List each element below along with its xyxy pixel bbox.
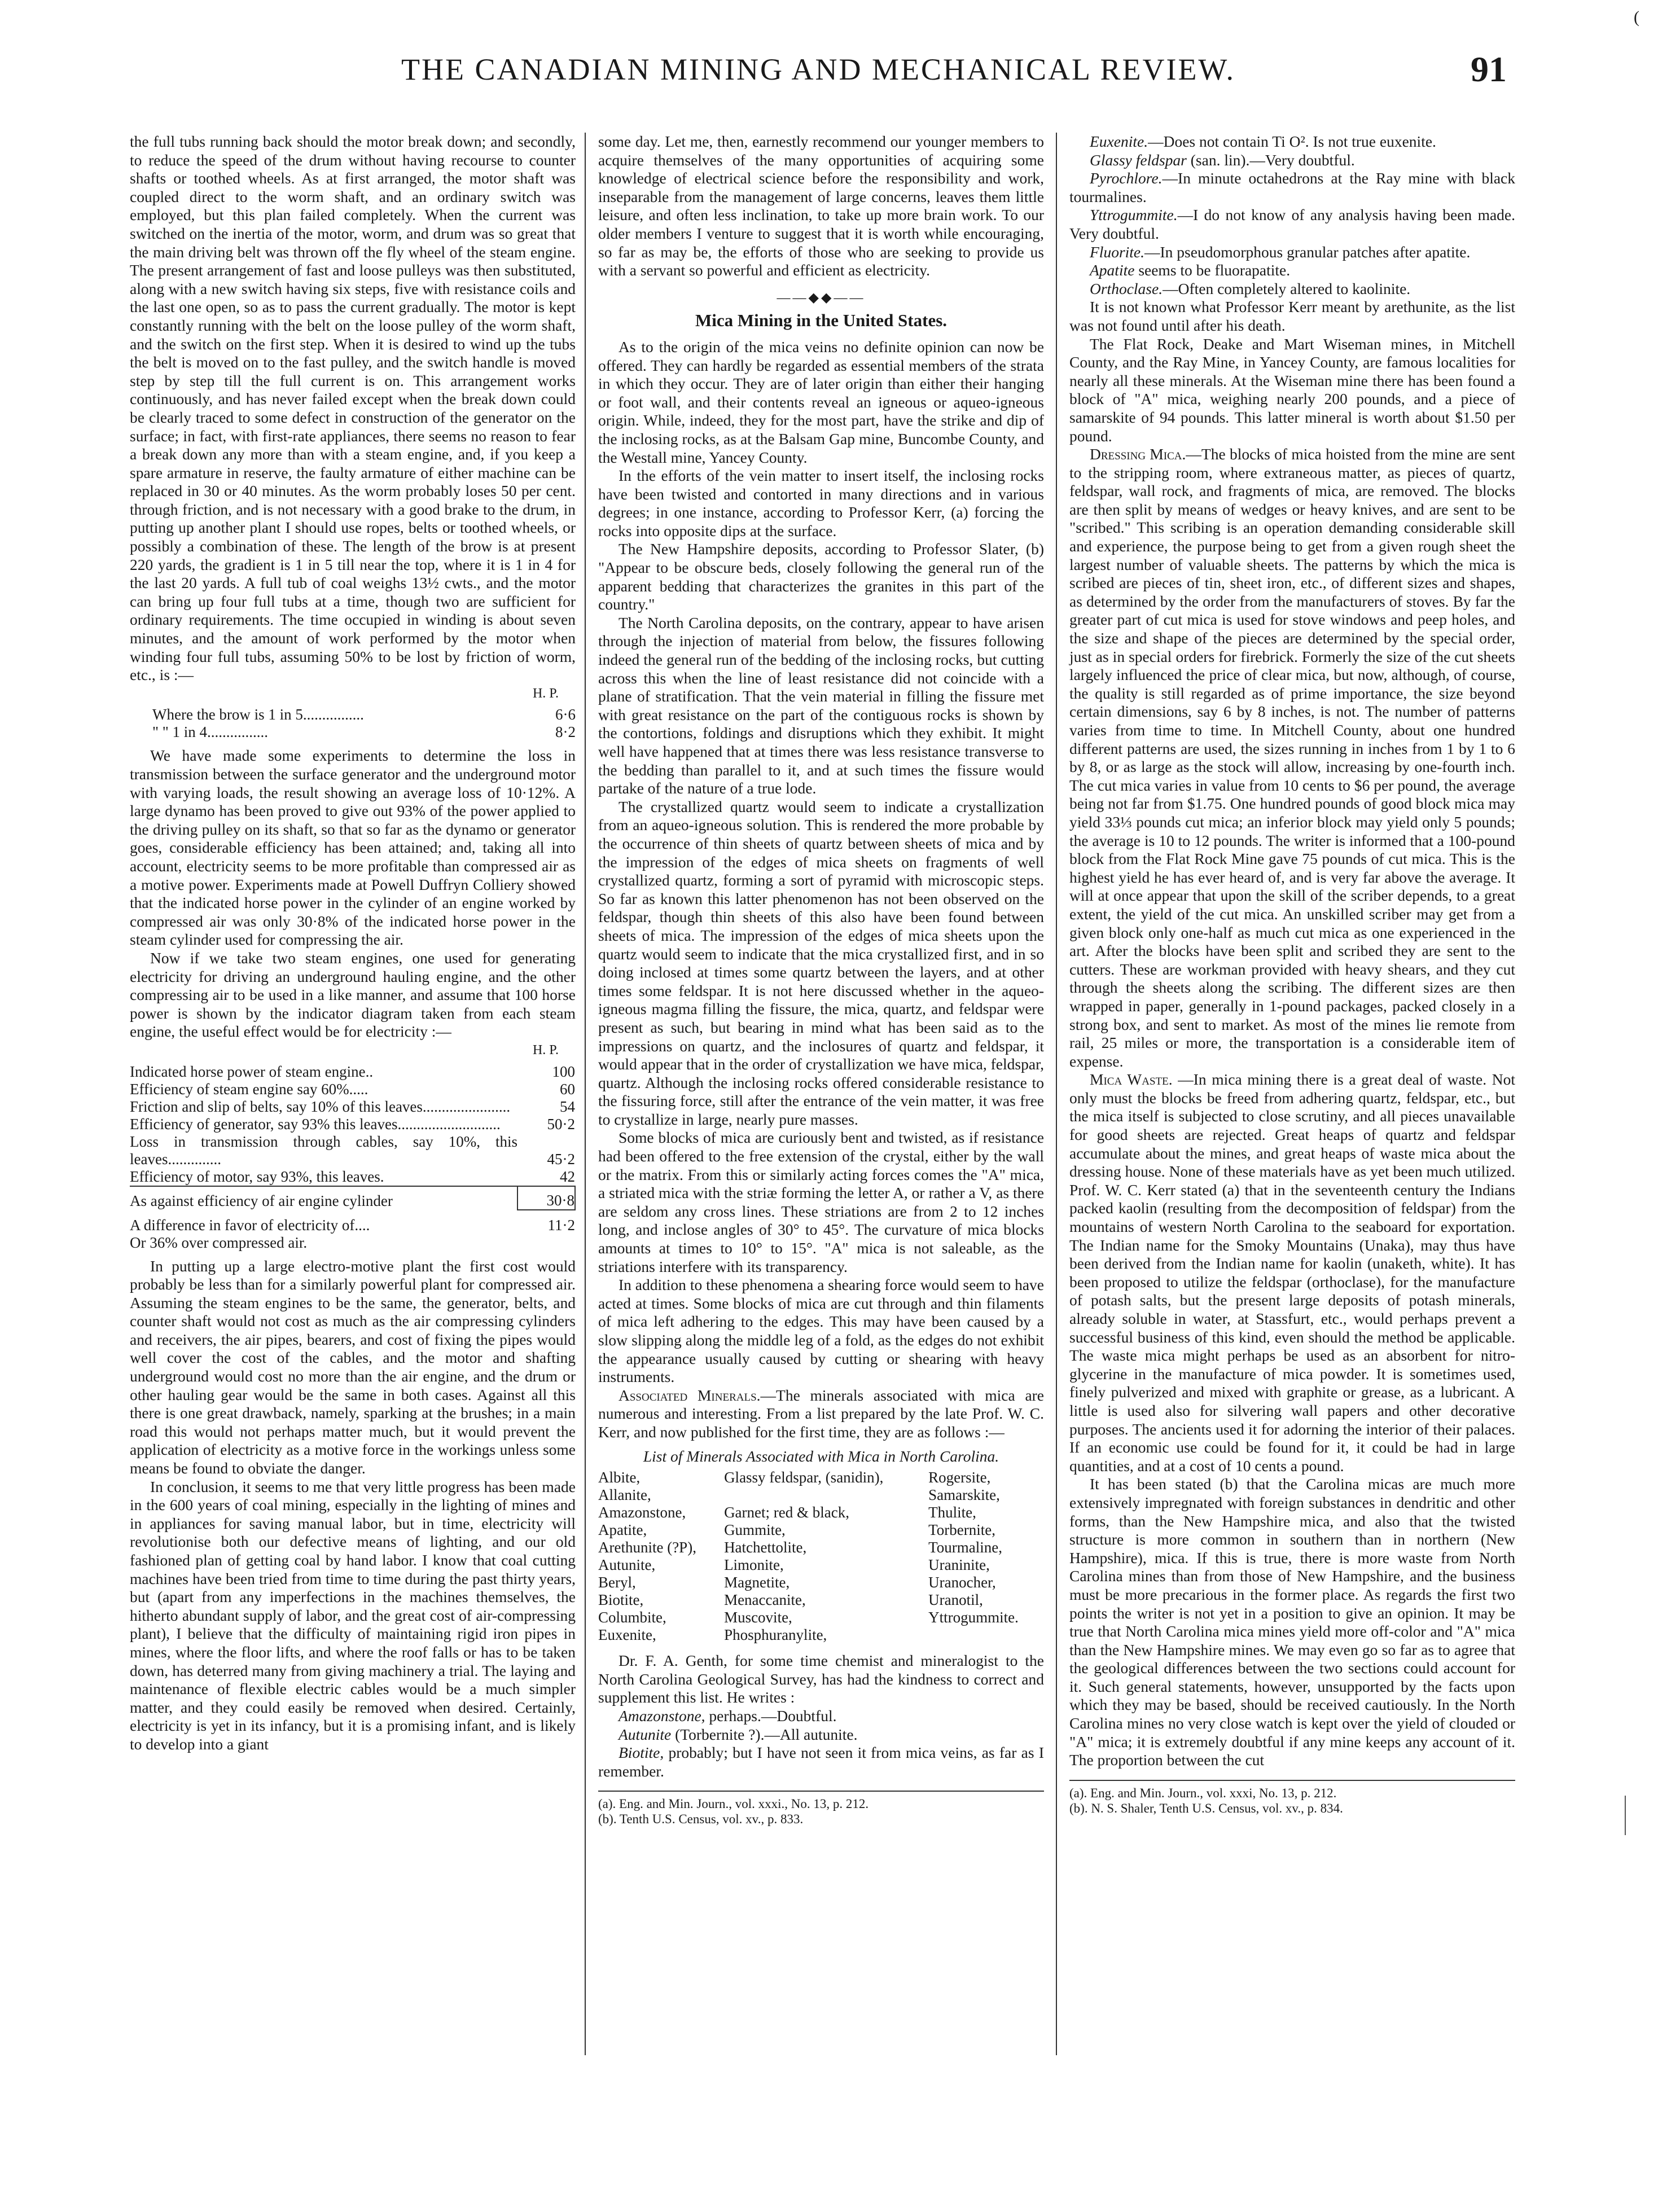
mineral: Thulite,: [928, 1504, 976, 1521]
note: [1069, 206, 1515, 243]
row-value: 11·2: [547, 1216, 575, 1234]
note: [1069, 169, 1515, 206]
paragraph: It is not known what Professor Kerr meant by arethunite, as the list was not found until after his death.: [1069, 298, 1515, 334]
paragraph: In putting up a large electro-motive plant the first cost would probably be less than for a similarly powerful plant for compressed air. Assuming the steam engines to be the same, the generator, belts, and counter shaft would not cost as much as the air compressing cylinders and receivers, the air pipes, bearers, and cost of fixing the pipes would well cover the cost of the cables, and the motor and shafting underground would cost no more than the air engine, and the drum or other hauling gear would be the same in both cases. Against all this there is one great drawback, namely, sparking at the brushes; in a main road this would not perhaps matter much, but it would prevent the application of electricity as a motive force in the workings unless some means be found to obviate the danger.: [130, 1257, 576, 1477]
mineral: Arethunite (?P),: [598, 1539, 696, 1556]
mineral: Samarskite,: [928, 1486, 1000, 1504]
note-text: —In pseudomorphous granular patches after apatite.: [1144, 243, 1471, 261]
note: [1069, 261, 1515, 280]
table-row: [130, 1210, 575, 1234]
mineral: Beryl,: [598, 1574, 636, 1591]
table-row: [130, 1098, 575, 1116]
list-item: [598, 1469, 1044, 1486]
row-value: 54: [560, 1098, 575, 1115]
minerals-list: [598, 1469, 1044, 1644]
mineral: Rogersite,: [928, 1469, 991, 1486]
mineral: Columbite,: [598, 1609, 666, 1626]
mineral: [928, 1626, 1044, 1644]
mineral-name: Autunite: [619, 1725, 672, 1743]
note-text: probably; but I have not seen it from mica veins, as far as I remember.: [598, 1744, 1044, 1780]
note-text: perhaps.—Doubtful.: [705, 1706, 837, 1725]
row-label: Efficiency of motor, say 93%, this leaves.: [130, 1168, 384, 1185]
list-item: [598, 1539, 1044, 1556]
paragraph: In addition to these phenomena a shearing force would seem to have acted at times. Some blocks of mica are cut through and thin filaments of mica left adhering to the edges. This may have been caused by a slow slipping along the middle leg of a fold, as the edges do not exhibit the appearance usually caused by cutting or shearing with heavy instruments.: [598, 1276, 1044, 1386]
paragraph: In the efforts of the vein matter to insert itself, the inclosing rocks have been twisted and contorted in many directions and in various degrees; in one instance, according to Professor Kerr, (a) forcing the rocks into opposite dips at the surface.: [598, 467, 1044, 539]
mineral: Uraninite,: [928, 1556, 990, 1574]
mineral: Menaccanite,: [724, 1591, 806, 1609]
table-unit: H. P.: [532, 1042, 559, 1058]
note: [598, 1744, 1044, 1780]
footnotes: [598, 1791, 1044, 1827]
table-row: [130, 1081, 575, 1098]
row-label: Or 36% over compressed air.: [130, 1234, 308, 1251]
note-text: —Does not contain Ti O². Is not true euxenite.: [1148, 133, 1436, 150]
row-label: Indicated horse power of steam engine..: [130, 1063, 374, 1080]
row-value: 50·2: [547, 1115, 575, 1133]
note: [598, 1707, 1044, 1726]
note: [1069, 151, 1515, 170]
row-value: 100: [552, 1063, 575, 1080]
paragraph: Dr. F. A. Genth, for some time chemist and mineralogist to the North Carolina Geological Survey, has had the kindness to correct and supplement this list. He writes :: [598, 1652, 1044, 1706]
mineral: Glassy feldspar, (sanidin),: [724, 1469, 884, 1486]
mineral: Garnet; red & black,: [724, 1504, 849, 1521]
paragraph: [1069, 445, 1515, 1070]
paragraph: In conclusion, it seems to me that very little progress has been made in the 600 years of coal mining, especially in the lighting of mines and in appliances for saving manual labor, but in time, electricity will revolutionise both our defective means of lighting, and our old fashioned plan of getting coal by hand labor. I know that coal cutting machines have been tried from time to time during the past thirty years, but (apart from any imperfections in the machines themselves, the hitherto abundant supply of labor, and the great cost of air-compressing plant), I believe that the difficulty of maintaining rigid iron pipes in mines, where the floor lifts, and where the roof falls or has to be taken down, has deterred many from giving machinery a trial. The laying and maintenance of flexible electric cables would be a much simpler matter, and they could easily be removed when desired. Certainly, electricity is yet in its infancy, but it is a promising infant, and is likely to develop into a giant: [130, 1477, 576, 1753]
paragraph: [1069, 1070, 1515, 1475]
table-row: [130, 1063, 575, 1081]
note-text: (san. lin).—Very doubtful.: [1186, 151, 1355, 169]
table-row: [130, 1186, 575, 1210]
footnote: (b). Tenth U.S. Census, vol. xv., p. 833.: [598, 1812, 804, 1827]
row-label: " " 1 in 4................: [152, 723, 269, 741]
mineral: Yttrogummite.: [928, 1609, 1019, 1626]
column-rule: [585, 133, 586, 2055]
list-item: [598, 1574, 1044, 1591]
table-unit: H. P.: [532, 686, 559, 701]
footnote: (b). N. S. Shaler, Tenth U.S. Census, vol. xv., p. 834.: [1069, 1801, 1343, 1815]
list-item: [598, 1504, 1044, 1521]
mineral-name: Amazonstone,: [619, 1706, 705, 1725]
footnote: (a). Eng. and Min. Journ., vol. xxxi., No. 13, p. 212.: [598, 1797, 869, 1811]
run-in-heading: Dressing Mica.: [1090, 445, 1186, 463]
list-item: [598, 1609, 1044, 1626]
row-label: Friction and slip of belts, say 10% of this leaves.......................: [130, 1098, 511, 1115]
paragraph: The North Carolina deposits, on the contrary, appear to have arisen through the injection of material from below, the fissures following indeed the general run of the bedding of the inclosing rocks, but cutting across this when the line of least resistance did not coincide with a plane of stratification. That the vein material in filling the fissure met with great resistance on the part of the contiguous rocks is shown by the contortions, foldings and disruptions which they exhibit. It might well have happened that at times there was less resistance transverse to the bedding than parallel to it, and at such times the fissure would partake of the nature of a true lode.: [598, 613, 1044, 797]
list-item: [598, 1626, 1044, 1644]
paragraph: The Flat Rock, Deake and Mart Wiseman mines, in Mitchell County, and the Ray Mine, in Yancey County, are famous localities for nearly all these minerals. At the Wiseman mine there has been found a block of "A" mica, weighing nearly 200 pounds, and a piece of samarskite of 94 pounds. This latter mineral is worth about $1.50 per pound.: [1069, 335, 1515, 445]
note: [1069, 133, 1515, 151]
row-value: 30·8: [517, 1186, 575, 1210]
row-value: 6·6: [555, 706, 576, 723]
mineral: Torbernite,: [928, 1521, 995, 1539]
list-item: [598, 1591, 1044, 1609]
mineral-name: Euxenite.: [1090, 133, 1148, 150]
list-item: [598, 1521, 1044, 1539]
mineral: Albite,: [598, 1469, 641, 1486]
row-value: 45·2: [547, 1150, 575, 1168]
paragraph: some day. Let me, then, earnestly recommend our younger members to acquire themselves of the many opportunities of acquiring some knowledge of electrical science before the responsibility and work, inseparable from the management of large concerns, leaves them little leisure, and often less inclination, to take up more brain work. To our older members I venture to suggest that it is worth while encouraging, so far as may be, the efforts of those who are seeking to provide us with a servant so powerful and efficient as electricity.: [598, 133, 1044, 279]
mineral-name: Pyrochlore.: [1090, 169, 1163, 187]
column-2: [598, 133, 1044, 1827]
mineral: Allanite,: [598, 1486, 651, 1504]
mineral-name: Biotite,: [619, 1744, 664, 1762]
row-value: 60: [560, 1080, 575, 1098]
table-row: [130, 1168, 575, 1186]
table-row: [130, 706, 576, 723]
mineral: Magnetite,: [724, 1574, 790, 1591]
row-label: Efficiency of generator, say 93% this leaves...........................: [130, 1115, 501, 1133]
table-row: [130, 1116, 575, 1133]
mineral: Limonite,: [724, 1556, 784, 1574]
paragraph-text: —The minerals associated with mica are numerous and interesting. From a list prepared by the late Prof. W. C. Kerr, and now published for the first time, they are as follows :—: [598, 1386, 1045, 1441]
note: [1069, 243, 1515, 262]
list-caption: List of Minerals Associated with Mica in North Carolina.: [643, 1447, 999, 1465]
footnote: (a). Eng. and Min. Journ., vol. xxxi, No. 13, p. 212.: [1069, 1785, 1337, 1800]
paragraph: Now if we take two steam engines, one used for generating electricity for driving an underground hauling engine, and the other compressing air to be used in a like manner, and assume that 100 horse power is shown by the indicator diagram taken from each steam engine, the useful effect would be for electricity :—: [130, 949, 576, 1041]
mineral: Uranotil,: [928, 1591, 983, 1609]
page-header: [130, 49, 1507, 97]
mineral-name: Fluorite.: [1090, 243, 1145, 261]
mineral: Euxenite,: [598, 1626, 656, 1644]
run-in-heading: Associated Minerals.: [619, 1386, 761, 1404]
mineral: Apatite,: [598, 1521, 647, 1539]
mineral: Biotite,: [598, 1591, 644, 1609]
section-ornament: ——◆◆——: [777, 290, 866, 305]
row-label: Loss in transmission through cables, say 10%, this leaves..............: [130, 1133, 517, 1168]
paragraph: We have made some experiments to determine the loss in transmission between the surface generator and the underground motor with varying loads, the result showing an average loss of 10·12%. A large dynamo has been proved to give out 93% of the power applied to the driving pulley on its shaft, so that so far as the dynamo or generator goes, considerable efficiency has been attained; and, taking all into account, electricity seems to be more profitable than compressed air as a motive power. Experiments made at Powell Duffryn Colliery showed that the indicated horse power in the cylinder of an engine worked by compressed air was only 30·8% of the indicated horse power in the steam cylinder used for compressing the air.: [130, 747, 576, 949]
mineral: Phosphuranylite,: [724, 1626, 827, 1644]
table-row: [130, 723, 576, 741]
margin-mark: [1625, 1796, 1630, 1835]
paragraph: [598, 1387, 1044, 1442]
note: [598, 1726, 1044, 1744]
column-1: [130, 133, 576, 1754]
paragraph: As to the origin of the mica veins no definite opinion can now be offered. They can hardly be regarded as essential members of the strata in which they occur. They are of later origin than either their hanging or foot wall, and their contents reveal an igneous or aqueo-igneous origin. While, indeed, they for the most part, have the strike and dip of the inclosing rocks, as at the Balsam Gap mine, Buncombe County, and the Westall mine, Yancey County.: [598, 337, 1044, 466]
mineral: Uranocher,: [928, 1574, 996, 1591]
page-number: 91: [1471, 49, 1507, 89]
mineral: [724, 1486, 928, 1504]
table-row: [130, 1234, 575, 1252]
mineral-name: Yttrogummite.: [1090, 206, 1178, 224]
brow-table: [130, 706, 576, 741]
table-row: [130, 1133, 575, 1168]
column-3: [1069, 133, 1515, 1816]
paragraph-text: —In mica mining there is a great deal of waste. Not only must the blocks be freed from adhering quartz, feldspar, etc., but the mica itself is subjected to close scrutiny, and all pieces unavailable for good sheets are rejected. Great heaps of quartz and feldspar accumulate about the mines, and great heaps of waste mica about the dressing house. None of these materials have as yet been much utilized. Prof. W. C. Kerr stated (a) that in the seventeenth century the Indians packed kaolin (resulting from the decomposition of feldspar) from the mountains of western North Carolina to the seaboard for exportation. The Indian name for the Smoky Mountains (Unaka), may thus have been derived from the Indian name for kaolin (unaketh, white). It has been proposed to utilize the feldspar (orthoclase), for the manufacture of potash salts, but the present large deposits of potash minerals, already soluble in water, at Stassfurt, etc., would perhaps prevent a successful business of this kind, even should the method be applicable. The waste mica might perhaps be used as an absorbent for nitro-glycerine in the manufacture of mica powder. It is sometimes used, finely pulverized and mixed with graphite or grease, as a lubricant. A little is used also for silvering wall papers and other decorative purposes. The ancients used it for adorning the interior of their palaces. If an economic use could be found for it, it could be had in large quantities, and at a cost of 10 cents a pound.: [1069, 1070, 1516, 1475]
mineral: Tourmaline,: [928, 1539, 1002, 1556]
footnotes: [1069, 1780, 1515, 1816]
paragraph: the full tubs running back should the motor break down; and secondly, to reduce the speed of the drum without having recourse to counter shafts or toothed wheels. As at first arranged, the motor shaft was coupled direct to the worm shaft, and an ordinary switch was employed, but this plan failed completely. When the current was switched on the inertia of the motor, worm, and drum was so great that the main driving belt was thrown off the fly wheel of the steam engine. The present arrangement of fast and loose pulleys was then substituted, along with a new switch having six steps, five with resistance coils and the last one open, so as to pass the current gradually. The motor is kept constantly running with the belt on the loose pulley of the worm shaft, and the switch on the first step. When it is desired to wind up the tubs the belt is moved on to the fast pulley, and the switch handle is moved step by step till the full current is on. This arrangement works continuously, and has never failed except when the break down could be clearly traced to some defect in construction of the generator on the surface; in fact, with first-rate appliances, there seems no reason to fear a break down any more than with a steam engine, and, if you keep a spare armature in reserve, the faulty armature of either machine can be replaced in 30 or 40 minutes. As the worm probably loses 50 per cent. through friction, and is not necessary with a good brake to the drum, in putting up another plant I should use ropes, belts or toothed wheels, or possibly a combination of these. The length of the brow is at present 220 yards, the gradient is 1 in 5 till near the top, where it is 1 in 4 for the last 20 yards. A full tub of coal weighs 13½ cwts., and the motor can bring up four full tubs at a time, though two are sufficient for ordinary requirements. The time occupied in winding is about seven minutes, and the amount of work performed by the motor when winding four full tubs, assuming 50% to be lost by friction of worm, etc., is :—: [130, 133, 576, 684]
note: [1069, 280, 1515, 299]
mineral: Muscovite,: [724, 1609, 792, 1626]
mineral: Amazonstone,: [598, 1504, 686, 1521]
run-in-heading: Mica Waste.: [1090, 1070, 1173, 1089]
note-text: seems to be fluorapatite.: [1134, 261, 1291, 279]
mineral-name: Orthoclase.: [1090, 279, 1163, 297]
mineral: Hatchettolite,: [724, 1539, 807, 1556]
column-rule: [1056, 133, 1057, 2055]
corner-mark: (: [1634, 8, 1639, 27]
section-title: Mica Mining in the United States.: [695, 310, 948, 331]
note-text: —I do not know of any analysis having been made. Very doubtful.: [1069, 206, 1515, 242]
paragraph: Some blocks of mica are curiously bent and twisted, as if resistance had been offered to the free extension of the crystal, either by the wall or the matrix. From this or similarly acting forces comes the "A" mica, a striated mica with the striæ forming the letter A, or rather a V, as there are seldom any cross lines. These striations are from 2 to 12 inches long, and inclose angles of 30° to 45°. The curvature of mica blocks amounts at times to 10° to 15°. "A" mica is not saleable, as the striations interfere with its transparency.: [598, 1129, 1044, 1275]
row-label: Efficiency of steam engine say 60%.....: [130, 1080, 369, 1098]
mineral: Autunite,: [598, 1556, 656, 1574]
row-value: 8·2: [555, 723, 576, 741]
note-text: —Often completely altered to kaolinite.: [1163, 279, 1411, 297]
row-label: A difference in favor of electricity of....: [130, 1216, 370, 1234]
mineral-name: Apatite: [1090, 261, 1135, 279]
paragraph: It has been stated (b) that the Carolina micas are much more extensively impregnated with foreign substances in dendritic and other forms, than the New Hampshire mica, and also that the twisted structure is more common in southern than in northern (New Hampshire), mica. If this is true, there is more waste from North Carolina mines than from those of New Hampshire, and the business must be more precarious in the former place. As regards the first two points the writer is not yet in a position to give an opinion. It may be true that North Carolina mica mines yield more off-color and "A" mica than the New Hampshire mines. We may even go so far as to agree that the geological differences between the two sections could account for it. Such general statements, however, unsupported by the facts upon which they may be based, should be received cautiously. In the North Carolina mines no very close watch is kept over the yield of clouded or "A" mica; it is extremely doubtful if any mine keeps any account of it. The proportion between the cut: [1069, 1475, 1515, 1769]
paragraph-text: —The blocks of mica hoisted from the mine are sent to the stripping room, where extraneous matter, as pieces of quartz, feldspar, wall rock, and fragments of mica, are removed. The blocks are then split by means of wedges or heavy knives, and are sent to be "scribed." This scribing is an operation demanding considerable skill and experience, the purpose being to get from a given rough sheet the largest number of valuable sheets. The patterns by which the mica is scribed are pieces of tin, sheet iron, etc., of different sizes and shapes, as determined by the order from the manufacturers of stoves. By far the greater part of cut mica is used for stove windows and peep holes, and the size and shape of the pieces are determined by the special order, just as in special orders for firebrick. Formerly the size of the cut sheets largely influenced the price of clear mica, but now, although, of course, the quality is still regarded as of prime importance, the size beyond certain dimensions, say 6 by 8 inches, is not. The number of patterns varies from time to time. In Mitchell County, about one hundred different patterns are used, the sizes running in inches from 1 by 1 to 6 by 8, or as large as the stock will allow, increasing by one-fourth inch. The cut mica varies in value from 10 cents to $6 per pound, the average being not far from $1.75. One hundred pounds of good block mica may yield 33⅓ pounds cut mica; an inferior block may yield only 5 pounds; the average is 10 to 12 pounds. The writer is informed that a 100-pound block from the Flat Rock Mine gave 75 pounds of cut mica. This is the highest yield he has ever heard of, and is very far above the average. It will at once appear that upon the skill of the scriber depends, to a great extent, the yield of the cut mica. An unskilled scriber may get from a given block only one-half as much cut mica as one experienced in the art. After the blocks have been split and scribed they are sent to the cutters. These are workman provided with heavy shears, and they cut through the sheets along the scribing. The different sizes are then wrapped in paper, generally in 1-pound packages, packed closely in a strong box, and sent to market. As most of the mines lie remote from rail, 25 miles or more, the transportation is a considerable item of expense.: [1069, 445, 1515, 1070]
paragraph: The New Hampshire deposits, according to Professor Slater, (b) "Appear to be obscure beds, closely following the general run of the apparent bedding that characterizes the granites in this part of the country.": [598, 540, 1044, 613]
list-item: [598, 1556, 1044, 1574]
row-label: As against efficiency of air engine cylinder: [130, 1186, 517, 1210]
row-label: Where the brow is 1 in 5................: [152, 706, 364, 723]
mineral: Gummite,: [724, 1521, 786, 1539]
running-title: THE CANADIAN MINING AND MECHANICAL REVIEW.: [401, 52, 1235, 86]
note-text: (Torbernite ?).—All autunite.: [671, 1725, 858, 1743]
paragraph: The crystallized quartz would seem to indicate a crystallization from an aqueo-igneous solution. This is rendered the more probable by the occurrence of thin sheets of quartz between sheets of mica and by the impression of the edges of mica sheets on fragments of well crystallized quartz, forming a sort of pyramid with microscopic steps. So far as known this latter phenomenon has not been observed on the feldspar, though thin sheets of this also have been found between sheets of mica. The impression of the edges of mica sheets upon the quartz would seem to indicate that the mica crystallized first, and in so doing inclosed at times some quartz between the layers, and at other times some feldspar. It is not here discussed whether in the aqueo-igneous magma filling the fissure, the mica, quartz, and feldspar were present as such, but bearing in mind what has been said as to the impressions on quartz, and the inclosures of quartz and feldspar, it would appear that in the order of crystallization we have mica, feldspar, quartz. Although the inclosing rocks offered considerable resistance to the fissuring force, still after the entrance of the vein matter, it was free to crystallize in large, nearly pure masses.: [598, 797, 1044, 1128]
mineral-name: Glassy feldspar: [1090, 151, 1187, 169]
note-text: —In minute octahedrons at the Ray mine with black tourmalines.: [1069, 169, 1515, 205]
row-value: 42: [560, 1168, 575, 1185]
efficiency-table: [130, 1063, 576, 1252]
list-item: [598, 1486, 1044, 1504]
